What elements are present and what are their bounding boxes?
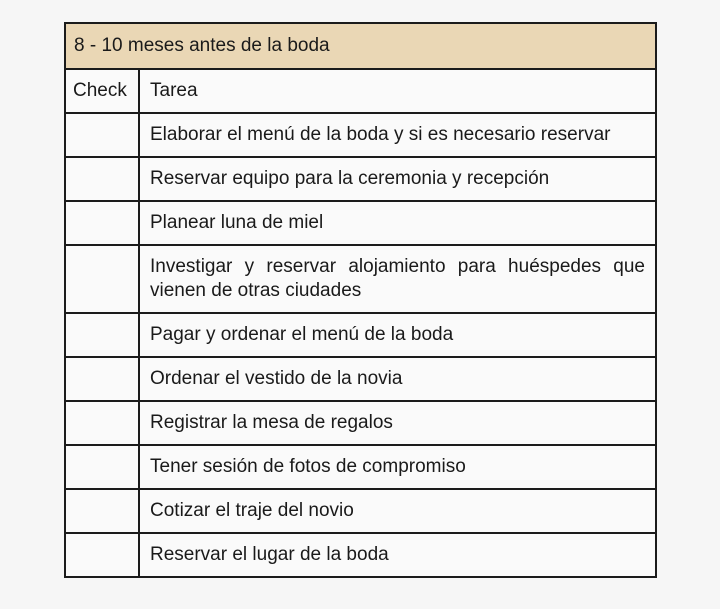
task-cell: Reservar el lugar de la boda (139, 533, 656, 577)
check-cell[interactable] (65, 445, 139, 489)
table-row (65, 489, 656, 533)
table-row (65, 445, 656, 489)
table-row (65, 533, 656, 577)
table-title: 8 - 10 meses antes de la boda (65, 23, 656, 69)
wedding-checklist-table (64, 22, 657, 578)
table-row (65, 113, 656, 157)
column-header-check: Check (65, 69, 139, 113)
task-cell: Registrar la mesa de regalos (139, 401, 656, 445)
check-cell[interactable] (65, 113, 139, 157)
check-cell[interactable] (65, 201, 139, 245)
task-cell: Reservar equipo para la ceremonia y recepción (139, 157, 656, 201)
task-cell: Planear luna de miel (139, 201, 656, 245)
header-row (65, 69, 656, 113)
task-cell: Elaborar el menú de la boda y si es necesario reservar (139, 113, 656, 157)
table-row (65, 245, 656, 313)
table-row (65, 357, 656, 401)
table-row (65, 401, 656, 445)
table-row (65, 313, 656, 357)
title-row (65, 23, 656, 69)
table-row (65, 157, 656, 201)
table-row (65, 201, 656, 245)
task-cell: Investigar y reservar alojamiento para huéspedes que vienen de otras ciudades (139, 245, 656, 313)
task-cell: Cotizar el traje del novio (139, 489, 656, 533)
check-cell[interactable] (65, 533, 139, 577)
column-header-task: Tarea (139, 69, 656, 113)
check-cell[interactable] (65, 313, 139, 357)
task-cell: Pagar y ordenar el menú de la boda (139, 313, 656, 357)
check-cell[interactable] (65, 401, 139, 445)
check-cell[interactable] (65, 489, 139, 533)
check-cell[interactable] (65, 245, 139, 313)
task-cell: Tener sesión de fotos de compromiso (139, 445, 656, 489)
task-cell: Ordenar el vestido de la novia (139, 357, 656, 401)
check-cell[interactable] (65, 357, 139, 401)
check-cell[interactable] (65, 157, 139, 201)
